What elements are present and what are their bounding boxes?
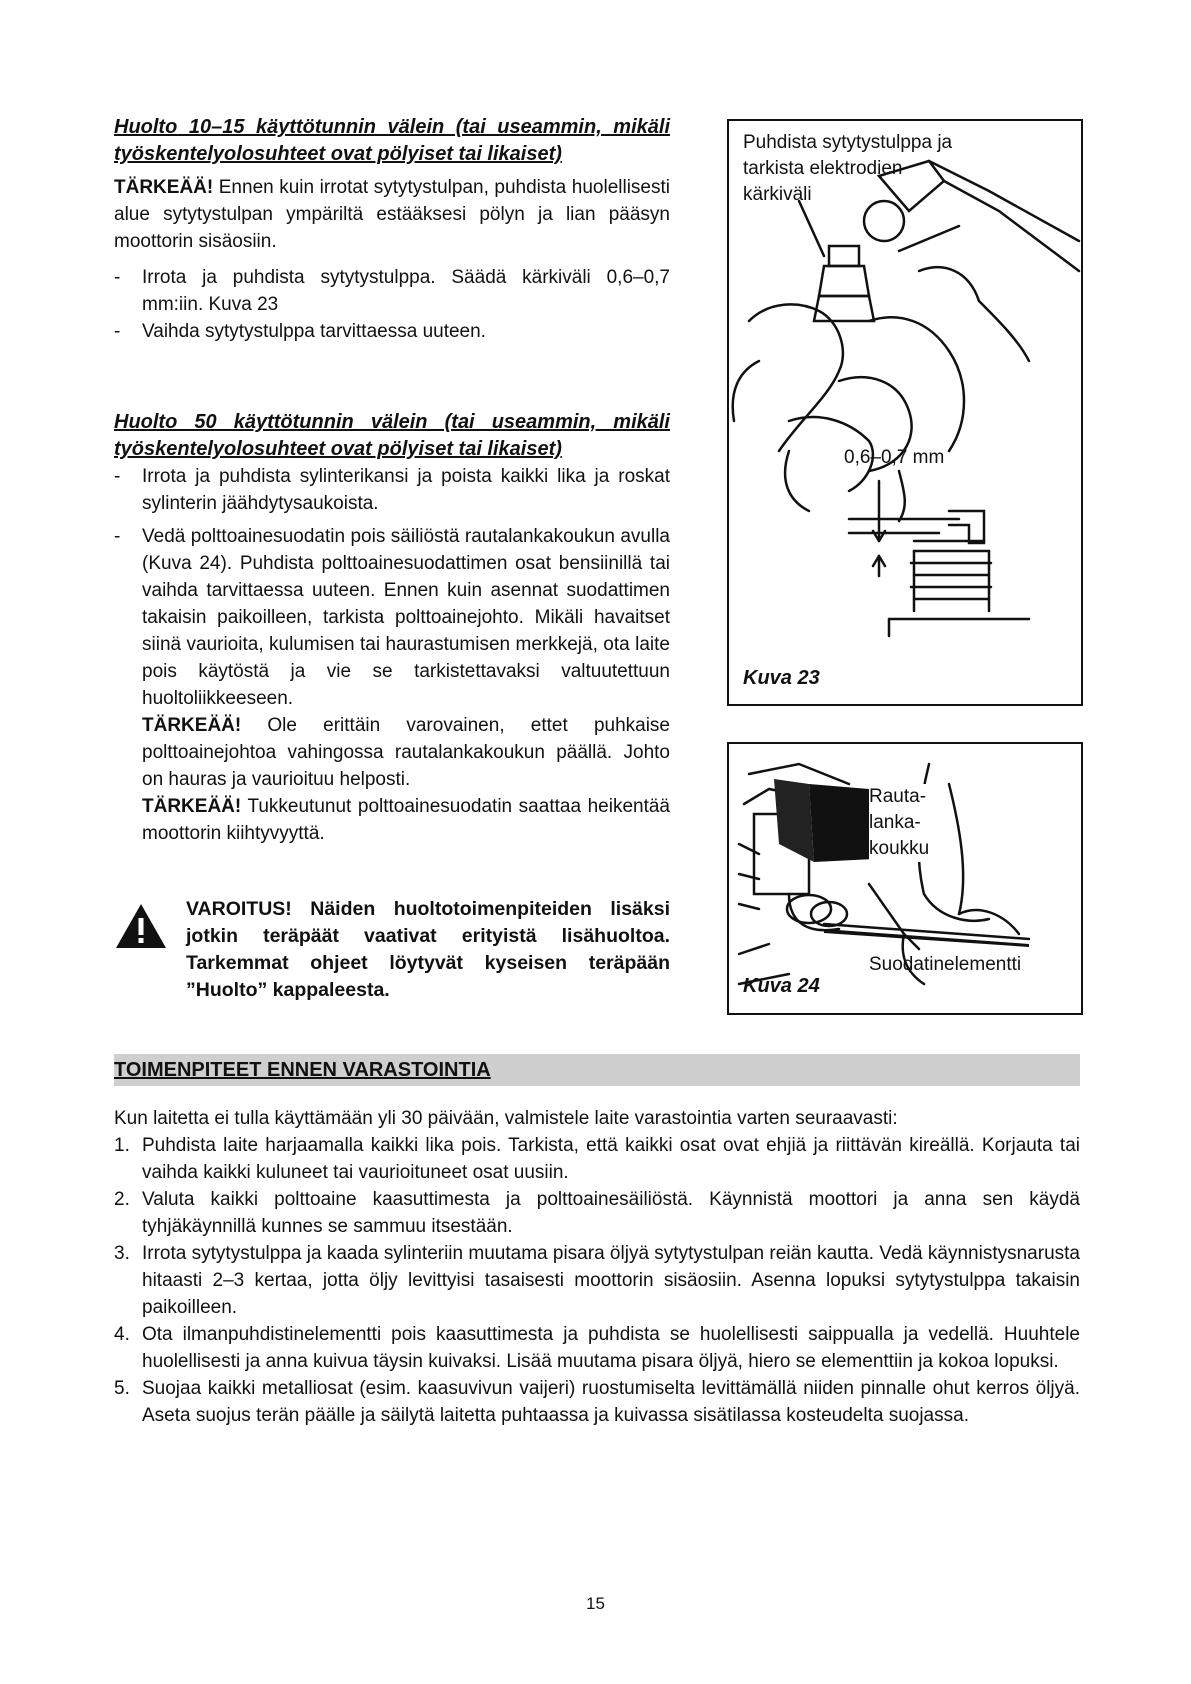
warning-text: VAROITUS! Näiden huoltotoimenpiteiden lisäksi jotkin teräpäät vaativat erityistä lisähuoltoa. Tarkemmat ohjeet löytyvät kyseisen teräpään ”Huolto” kappaleesta. <box>186 898 670 1001</box>
section-maintenance-50h <box>114 409 670 847</box>
warning-triangle-icon <box>114 902 168 950</box>
figure-24 <box>727 742 1083 1015</box>
storage-intro: Kun laitetta ei tulla käyttämään yli 30 päivään, valmistele laite varastointia varten seuraavasti: <box>114 1108 898 1129</box>
numbered-item: 5. Suojaa kaikki metalliosat (esim. kaasuvivun vaijeri) ruostumiselta levittämällä niiden pinnalle ohut kerros öljyä. Aseta suojus terän päälle ja säilytä laitetta puhtaassa ja kuivassa sisätilassa kosteudelta suojassa. <box>114 1378 1080 1426</box>
figure-caption: Kuva 24 <box>743 975 820 997</box>
gap-label: 0,6–0,7 mm <box>844 447 945 468</box>
storage-section <box>114 1105 1080 1429</box>
spark-plug-illustration <box>729 121 1081 704</box>
figure-label: Puhdista sytytystulppa ja tarkista elektrodien kärkiväli <box>743 132 953 205</box>
numbered-item: 3. Irrota sytytystulppa ja kaada sylinteriin muutama pisara öljyä sytytystulpan reiän kautta. Vedä käynnistysnarusta hitaasti 2–3 kertaa, jotta öljy levittyisi tasaisesti moottorin sisäosiin. Asenna lopuksi sytytystulppa takaisin paikoilleen. <box>114 1243 1080 1318</box>
dash-list <box>114 264 670 345</box>
important-note: TÄRKEÄÄ! Ole erittäin varovainen, ettet puhkaise polttoainejohtoa vahingossa rautalankakoukun päällä. Johto on hauras ja vaurioituu helposti. <box>142 715 670 790</box>
storage-heading-bar <box>114 1054 1080 1086</box>
hook-label: Rauta-lanka-koukku <box>869 784 939 862</box>
figure-caption: Kuva 23 <box>743 667 820 689</box>
storage-heading: TOIMENPITEET ENNEN VARASTOINTIA <box>114 1059 491 1081</box>
numbered-item: 1. Puhdista laite harjaamalla kaikki lika pois. Tarkista, että kaikki osat ovat ehjiä ja riittävän kireällä. Korjauta tai vaihda kaikki kuluneet tai vaurioituneet osat uusiin. <box>114 1135 1080 1183</box>
list-item: - Irrota ja puhdista sylinterikansi ja poista kaikki lika ja roskat sylinterin jäähdytysaukoista. <box>114 463 670 517</box>
list-item: - Irrota ja puhdista sytytystulppa. Säädä kärkiväli 0,6–0,7 mm:iin. Kuva 23 <box>114 264 670 318</box>
filter-label: Suodatinelementti <box>869 954 1022 975</box>
section-heading: Huolto 10–15 käyttötunnin välein (tai useammin, mikäli työskentelyolosuhteet ovat pölyiset tai likaiset) <box>114 116 670 165</box>
section-maintenance-10-15h <box>114 114 670 345</box>
numbered-item: 2. Valuta kaikki polttoaine kaasuttimesta ja polttoainesäiliöstä. Käynnistä moottori ja anna sen käydä tyhjäkäynnillä kunnes se sammuu itsestään. <box>114 1189 1080 1237</box>
numbered-item: 4. Ota ilmanpuhdistinelementti pois kaasuttimesta ja puhdista se huolellisesti saippualla ja vedellä. Huuhtele huolellisesti ja anna kuivua täysin kuivaksi. Lisää muutama pisara öljyä, hiero se elementtiin ja kokoa lopuksi. <box>114 1324 1080 1372</box>
figure-23 <box>727 119 1083 706</box>
list-item: - Vaihda sytytystulppa tarvittaessa uuteen. <box>114 318 670 345</box>
important-note: TÄRKEÄÄ! Tukkeutunut polttoainesuodatin saattaa heikentää moottorin kiihtyvyyttä. <box>142 796 670 844</box>
page-number: 15 <box>586 1594 605 1613</box>
section-heading: Huolto 50 käyttötunnin välein (tai useammin, mikäli työskentelyolosuhteet ovat pölyiset tai likaiset) <box>114 411 670 460</box>
list-item: - Vedä polttoainesuodatin pois säiliöstä rautalankakoukun avulla (Kuva 24). Puhdista polttoainesuodattimen osat bensiinillä tai vaihda tarvittaessa uuteen. Ennen kuin asennat suodattimen takaisin paikoilleen, tarkista polttoainejohto. Mikäli havaitset siinä vaurioita, kulumisen tai haurastumisen merkkejä, ota laite pois käytöstä ja vie se tarkistettavaksi valtuutettuun huoltoliikkeeseen. <box>114 523 670 712</box>
important-note: TÄRKEÄÄ! Ennen kuin irrotat sytytystulpan, puhdista huolellisesti alue sytytystulpan ympäriltä estääksesi pölyn ja lian pääsyn moottorin sisäosiin. <box>114 177 670 252</box>
